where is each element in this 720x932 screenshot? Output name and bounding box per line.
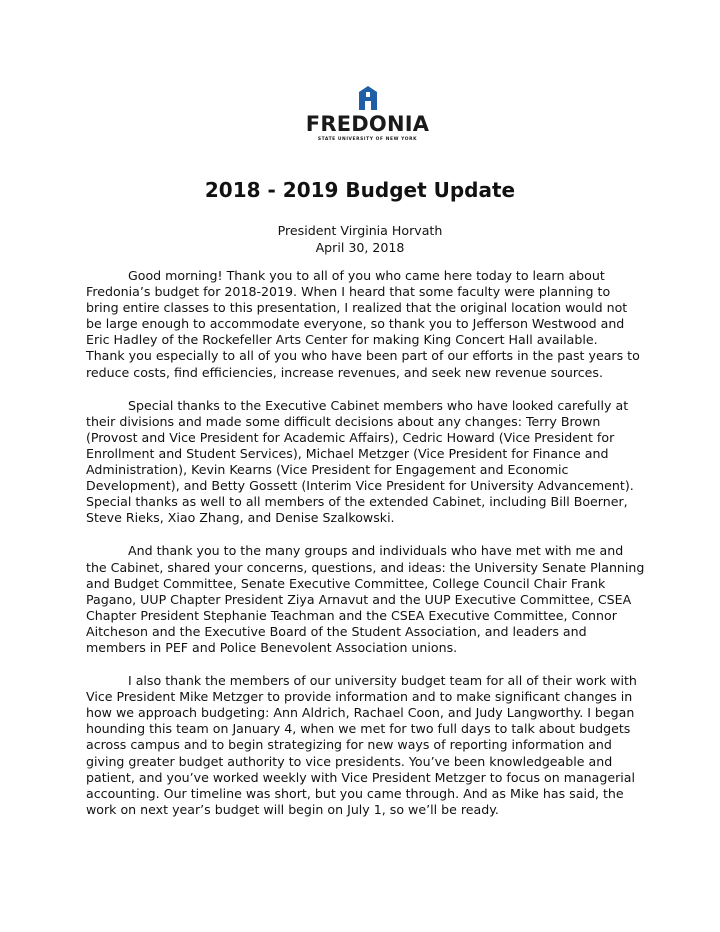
paragraph: Special thanks to the Executive Cabinet members who have looked carefully at their divisions and made some difficult decisions about any changes: Terry Brown (Provost and Vice President for Academic Affairs), Cedric Howard (Vice President for Enrollment and Student Services), Michael Metzger (Vice President for Finance and Administration), Kevin Kearns (Vice President for Engagement and Economic Development), and Betty Gossett (Interim Vice President for University Advancement). Special thanks as well to all members of the extended Cabinet, including Bill Boerner, Steve Rieks, Xiao Zhang, and Denise Szalkowski. [86, 397, 634, 526]
document-body [86, 268, 646, 835]
logo-wordmark: FREDONIA [305, 112, 430, 136]
logo-subtitle: STATE UNIVERSITY OF NEW YORK [317, 137, 418, 142]
paragraph: And thank you to the many groups and individuals who have met with me and the Cabinet, shared your concerns, questions, and ideas: the University Senate Planning and Budget Committee, Senate Executive Committee, College Council Chair Frank Pagano, UUP Chapter President Ziya Arnavut and the UUP Executive Committee, CSEA Chapter President Stephanie Teachman and the CSEA Executive Committee, Connor Aitcheson and the Executive Board of the Student Association, and leaders and members in PEF and Police Benevolent Association unions. [86, 543, 645, 655]
fredonia-logo [305, 86, 430, 146]
date-line: April 30, 2018 [315, 240, 405, 255]
paragraph: Good morning! Thank you to all of you who came here today to learn about Fredonia’s budget for 2018-2019. When I heard that some faculty were planning to bring entire classes to this presentation, I realized that the original location would not be large enough to accommodate everyone, so thank you to Jefferson Westwood and Eric Hadley of the Rockefeller Arts Center for making King Concert Hall available. Thank you especially to all of you who have been part of our efforts in the past years to reduce costs, find efficiencies, increase revenues, and seek new revenue sources. [86, 268, 640, 380]
author-line: President Virginia Horvath [277, 223, 443, 238]
paragraph: I also thank the members of our university budget team for all of their work with Vice President Mike Metzger to provide information and to make significant changes in how we approach budgeting: Ann Aldrich, Rachael Coon, and Judy Langworthy. I began hounding this team on January 4, when we met for two full days to talk about budgets across campus and to begin strategizing for new ways of reporting information and giving greater budget authority to vice presidents. You’ve been knowledgeable and patient, and you’ve worked weekly with Vice President Metzger to focus on managerial accounting. Our timeline was short, but you came through. And as Mike has said, the work on next year’s budget will begin on July 1, so we’ll be ready. [86, 673, 637, 817]
fredonia-mark-icon [357, 86, 379, 110]
document-title: 2018 - 2019 Budget Update [204, 178, 516, 202]
